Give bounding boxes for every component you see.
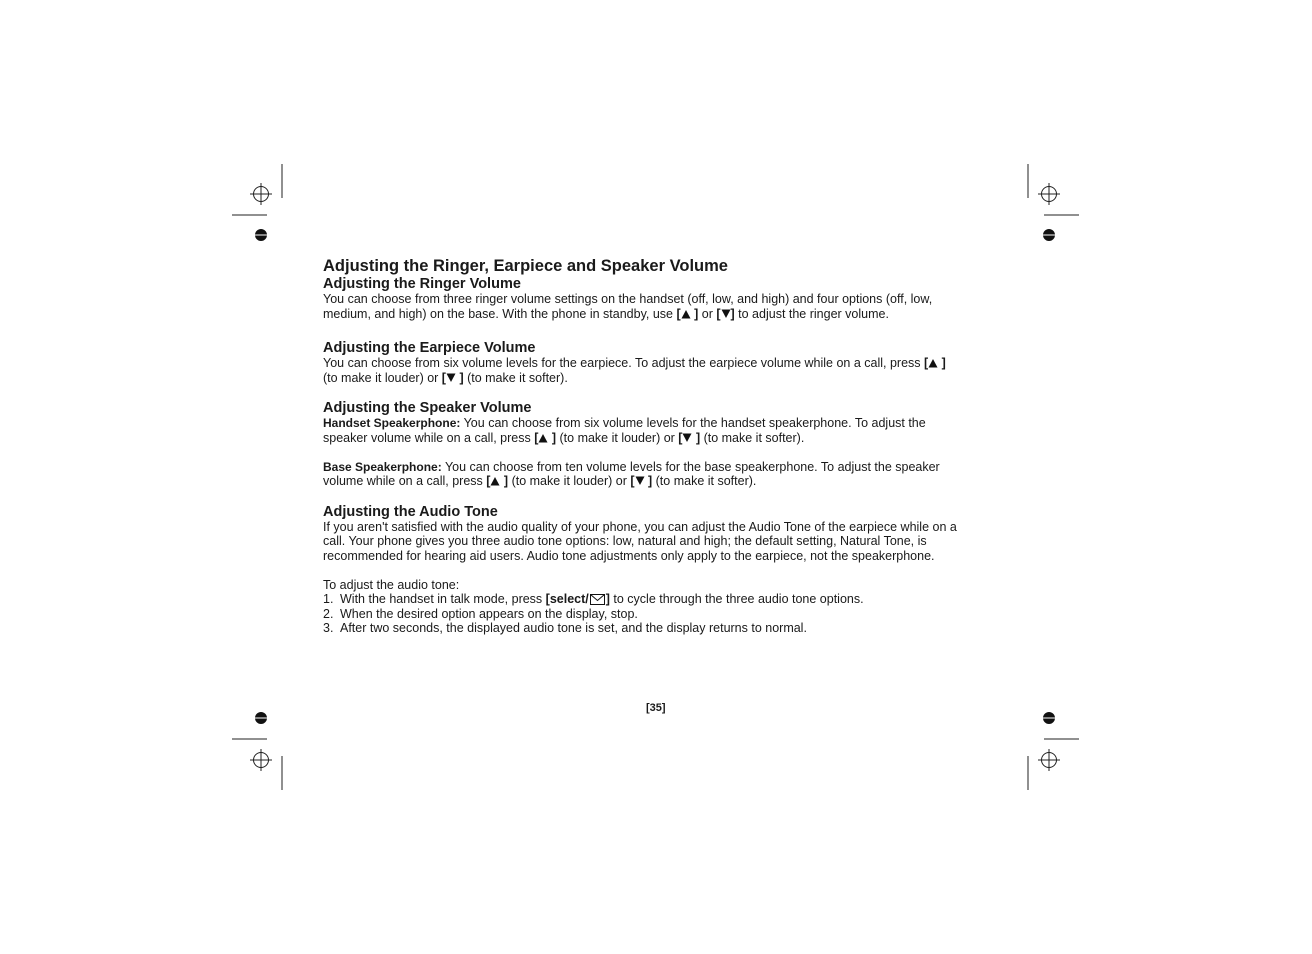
earpiece-text: You can choose from six volume levels for the earpiece. To adjust the earpiece volume while on a call, press [ ] (to make it louder) or [ ] (to make it softer). xyxy=(323,356,946,385)
down-key: [ ] xyxy=(678,430,701,445)
section-earpiece xyxy=(323,340,993,385)
page-content xyxy=(323,257,993,636)
audio-tone-intro: To adjust the audio tone: xyxy=(323,577,460,592)
section-heading-earpiece: Adjusting the Earpiece Volume xyxy=(323,340,536,357)
select-key: [select/ ] xyxy=(545,592,610,607)
handset-speakerphone-label: Handset Speakerphone: xyxy=(323,416,461,431)
ringer-line-2: medium, and high) on the base. With the phone in standby, use xyxy=(323,306,677,321)
list-item: 1. With the handset in talk mode, press [select/ ] to cycle through the three audio tone options. xyxy=(323,592,864,607)
section-heading-speaker: Adjusting the Speaker Volume xyxy=(323,400,532,417)
down-key: [ ] xyxy=(716,306,735,321)
page-title: Adjusting the Ringer, Earpiece and Speaker Volume xyxy=(323,257,728,275)
down-key: [ ] xyxy=(441,370,464,385)
down-triangle-icon xyxy=(446,373,456,383)
list-item: 3. After two seconds, the displayed audio tone is set, and the display returns to normal. xyxy=(323,621,807,636)
up-key: [ ] xyxy=(924,356,946,371)
section-audio-tone xyxy=(323,504,993,636)
audio-tone-paragraph: If you aren't satisfied with the audio quality of your phone, you can adjust the Audio Tone of the earpiece while on a call. Your phone gives you three audio tone options: low, natural and high; the default setting, Natural Tone, is recommended for hearing aid users. Audio tone adjustments only apply to the earpiece, not the speakerphone. xyxy=(323,519,957,563)
section-ringer xyxy=(323,276,993,321)
up-triangle-icon xyxy=(538,433,548,443)
up-triangle-icon xyxy=(490,476,500,486)
section-heading-audio-tone: Adjusting the Audio Tone xyxy=(323,503,498,520)
down-triangle-icon xyxy=(721,309,731,319)
ringer-text: You can choose from three ringer volume settings on the handset (off, low, and high) and four options (off, low, medium, and high) on the base. With the phone in standby, use [ ] or [ ] to adjust the ringer volume. xyxy=(323,292,933,321)
down-triangle-icon xyxy=(635,476,645,486)
section-heading-ringer: Adjusting the Ringer Volume xyxy=(323,276,521,292)
up-triangle-icon xyxy=(681,309,691,319)
base-speakerphone-text: Base Speakerphone: You can choose from ten volume levels for the base speakerphone. To adjust the speaker volume while on a call, press [ ] (to make it louder) or [ ] (to make it softer). xyxy=(323,459,940,489)
up-key: [ ] xyxy=(486,474,509,489)
down-triangle-icon xyxy=(682,433,692,443)
page-number: [35] xyxy=(646,702,666,714)
handset-speakerphone-text: Handset Speakerphone: You can choose from six volume levels for the handset speakerphone. To adjust the speaker volume while on a call, press [ ] (to make it louder) or [ ] (to make it softer). xyxy=(323,416,926,445)
list-item: 2. When the desired option appears on the display, stop. xyxy=(323,606,638,621)
down-key: [ ] xyxy=(630,474,653,489)
up-key: [ ] xyxy=(676,306,699,321)
ringer-line-1: You can choose from three ringer volume settings on the handset (off, low, and high) and four options (off, low, xyxy=(323,292,933,306)
envelope-icon xyxy=(590,594,605,605)
audio-tone-steps xyxy=(323,592,993,636)
section-speaker xyxy=(323,400,993,488)
base-speakerphone-label: Base Speakerphone: xyxy=(323,459,442,474)
up-triangle-icon xyxy=(928,358,938,368)
up-key: [ ] xyxy=(534,430,557,445)
